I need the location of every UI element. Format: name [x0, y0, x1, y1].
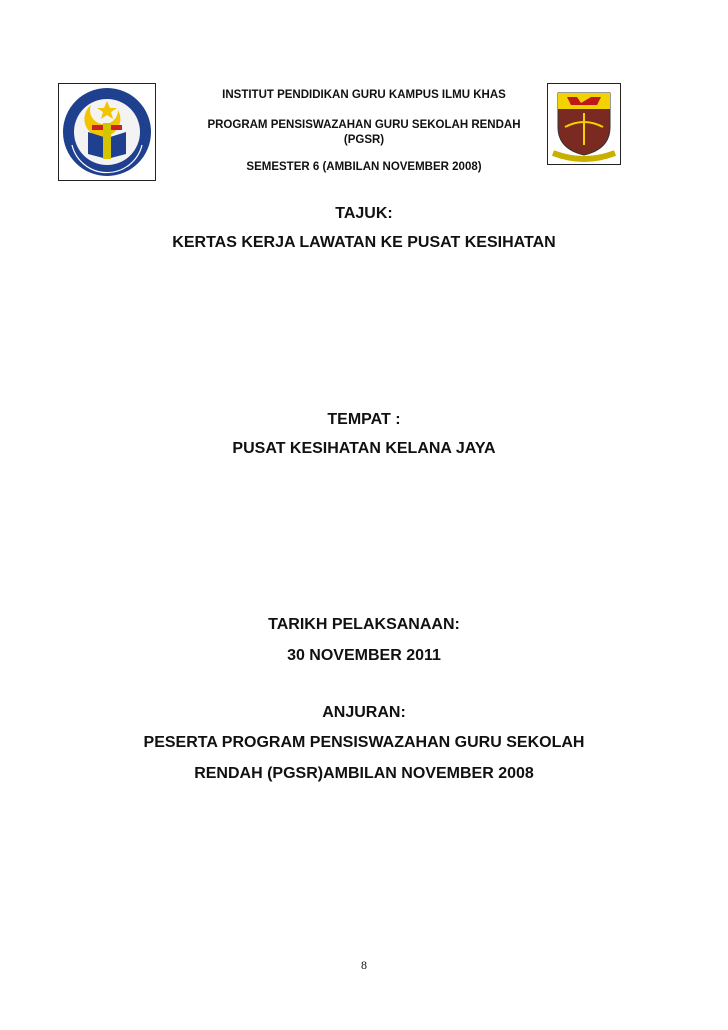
anjuran-line1: PESERTA PROGRAM PENSISWAZAHAN GURU SEKOLAH [143, 734, 585, 751]
tajuk-label: TAJUK: [335, 205, 393, 222]
program-name-line2: (PGSR) [343, 134, 385, 146]
anjuran-label: ANJURAN: [322, 704, 406, 721]
program-name-line1: PROGRAM PENSISWAZAHAN GURU SEKOLAH RENDAH [207, 119, 521, 131]
tempat-label: TEMPAT : [327, 411, 401, 428]
tarikh-label: TARIKH PELAKSANAAN: [268, 616, 460, 633]
page-number: 8 [361, 958, 367, 972]
tempat-value: PUSAT KESIHATAN KELANA JAYA [232, 440, 496, 457]
anjuran-line2: RENDAH (PGSR)AMBILAN NOVEMBER 2008 [194, 765, 534, 782]
tarikh-value: 30 NOVEMBER 2011 [287, 647, 441, 664]
semester-line: SEMESTER 6 (AMBILAN NOVEMBER 2008) [246, 161, 482, 173]
institute-name: INSTITUT PENDIDIKAN GURU KAMPUS ILMU KHAS [222, 89, 506, 101]
tajuk-value: KERTAS KERJA LAWATAN KE PUSAT KESIHATAN [172, 234, 556, 251]
